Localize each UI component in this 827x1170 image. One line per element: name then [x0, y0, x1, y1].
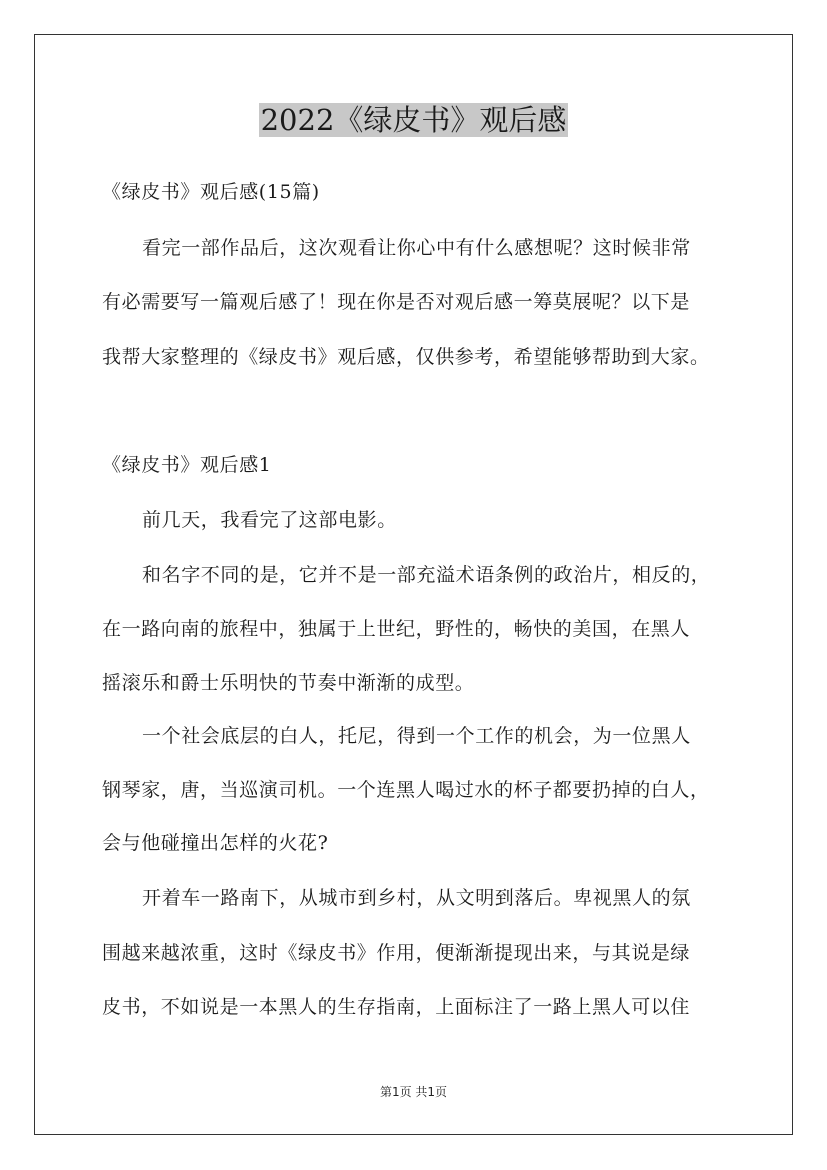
paragraph-line: 在一路向南的旅程中，独属于上世纪，野性的，畅快的美国，在黑人	[102, 618, 691, 640]
document-title-text: 2022《绿皮书》观后感	[260, 103, 567, 137]
paragraph-line: 有必需要写一篇观后感了！现在你是否对观后感一筹莫展呢？以下是	[102, 291, 691, 313]
paragraph-line: 围越来越浓重，这时《绿皮书》作用，便渐渐提现出来，与其说是绿	[102, 942, 691, 964]
document-title	[0, 100, 827, 140]
subtitle: 《绿皮书》观后感(15篇)	[102, 181, 320, 203]
paragraph-line: 看完一部作品后，这次观看让你心中有什么感想呢？这时候非常	[142, 237, 691, 259]
paragraph-line: 和名字不同的是，它并不是一部充溢术语条例的政治片，相反的，	[142, 564, 711, 586]
paragraph-line: 前几天，我看完了这部电影。	[142, 509, 397, 531]
paragraph-line: 会与他碰撞出怎样的火花?	[102, 832, 329, 854]
paragraph-line: 钢琴家，唐，当巡演司机。一个连黑人喝过水的杯子都要扔掉的白人，	[102, 779, 710, 801]
page-number: 第1页 共1页	[379, 1085, 448, 1099]
section-heading: 《绿皮书》观后感1	[102, 454, 272, 476]
paragraph-line: 摇滚乐和爵士乐明快的节奏中渐渐的成型。	[102, 672, 475, 694]
paragraph-line: 皮书，不如说是一本黑人的生存指南，上面标注了一路上黑人可以住	[102, 996, 691, 1018]
paragraph-line: 我帮大家整理的《绿皮书》观后感，仅供参考，希望能够帮助到大家。	[102, 346, 710, 368]
paragraph-line: 一个社会底层的白人，托尼，得到一个工作的机会，为一位黑人	[142, 725, 691, 747]
paragraph-line: 开着车一路南下，从城市到乡村，从文明到落后。卑视黑人的氛	[142, 887, 691, 909]
